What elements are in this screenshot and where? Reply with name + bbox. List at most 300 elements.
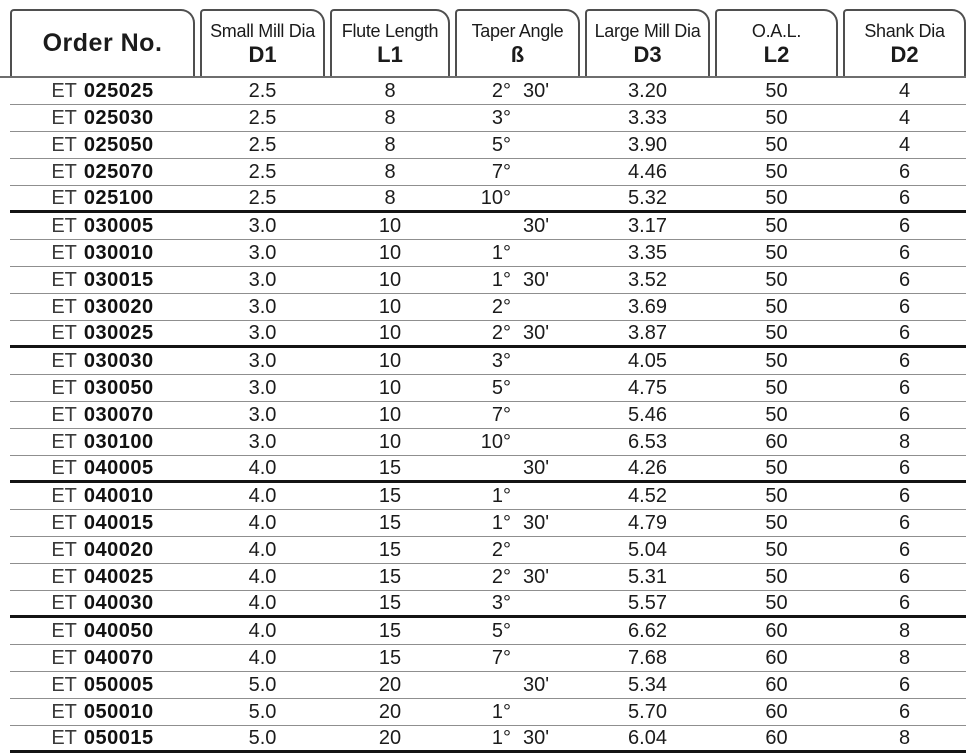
- order-no-cell: [10, 134, 195, 157]
- order-code: 040070: [83, 646, 154, 669]
- flute-length-cell: 10: [378, 241, 402, 264]
- oal-cell: 50: [765, 349, 788, 372]
- order-code: 025030: [83, 106, 154, 129]
- order-no-cell: [10, 350, 195, 373]
- large-mill-dia-cell: 5.04: [628, 538, 667, 561]
- small-mill-dia-cell: 3.0: [248, 430, 277, 453]
- order-prefix: ET: [51, 79, 77, 102]
- small-mill-dia-cell: 4.0: [248, 646, 277, 669]
- taper-degrees: 1°: [491, 241, 511, 264]
- order-code: 030015: [83, 268, 154, 291]
- large-mill-dia-cell: 4.52: [628, 484, 667, 507]
- header-large-mill-dia: [585, 9, 710, 76]
- oal-cell: 60: [765, 646, 788, 669]
- taper-degrees: 3°: [491, 106, 511, 129]
- taper-degrees: 10°: [480, 186, 511, 209]
- taper-angle-cell: [455, 457, 580, 480]
- oal-cell: 60: [765, 700, 788, 723]
- flute-length-cell: 20: [378, 700, 402, 723]
- small-mill-dia-cell: 5.0: [248, 673, 277, 696]
- order-code: 030005: [83, 214, 154, 237]
- taper-angle-cell: [455, 620, 580, 643]
- order-no-cell: [10, 404, 195, 427]
- small-mill-dia-cell: 4.0: [248, 511, 277, 534]
- order-prefix: ET: [51, 565, 77, 588]
- oal-cell: 50: [765, 511, 788, 534]
- shank-dia-cell: 6: [898, 349, 911, 372]
- large-mill-dia-cell: 6.04: [628, 726, 667, 749]
- table-row: [10, 672, 966, 699]
- taper-degrees: 2°: [491, 295, 511, 318]
- table-row: [10, 78, 966, 105]
- table-row: [10, 186, 966, 213]
- oal-cell: 50: [765, 214, 788, 237]
- taper-degrees: 1°: [491, 700, 511, 723]
- order-prefix: ET: [51, 646, 77, 669]
- order-prefix: ET: [51, 484, 77, 507]
- shank-dia-cell: 6: [898, 376, 911, 399]
- shank-dia-cell: 8: [898, 619, 911, 642]
- order-prefix: ET: [51, 186, 77, 209]
- order-prefix: ET: [51, 403, 77, 426]
- large-mill-dia-cell: 3.69: [628, 295, 667, 318]
- order-no-cell: [10, 269, 195, 292]
- taper-angle-cell: [455, 161, 580, 184]
- column-symbol: D2: [890, 41, 919, 67]
- column-label: Flute Length: [341, 20, 439, 41]
- table-header: [0, 0, 966, 78]
- shank-dia-cell: 4: [898, 106, 911, 129]
- order-no-cell: [10, 592, 195, 615]
- small-mill-dia-cell: 4.0: [248, 619, 277, 642]
- taper-degrees: 1°: [491, 484, 511, 507]
- table-row: [10, 483, 966, 510]
- small-mill-dia-cell: 4.0: [248, 565, 277, 588]
- order-no-cell: [10, 431, 195, 454]
- order-code: 040020: [83, 538, 154, 561]
- table-row: [10, 591, 966, 618]
- small-mill-dia-cell: 5.0: [248, 726, 277, 749]
- order-prefix: ET: [51, 726, 77, 749]
- column-symbol: L2: [763, 41, 790, 67]
- shank-dia-cell: 6: [898, 160, 911, 183]
- table-row: [10, 564, 966, 591]
- taper-degrees: 7°: [491, 160, 511, 183]
- table-row: [10, 618, 966, 645]
- order-prefix: ET: [51, 106, 77, 129]
- taper-minutes: 30': [523, 214, 550, 237]
- large-mill-dia-cell: 5.70: [628, 700, 667, 723]
- small-mill-dia-cell: 4.0: [248, 484, 277, 507]
- shank-dia-cell: 6: [898, 591, 911, 614]
- oal-cell: 50: [765, 186, 788, 209]
- oal-cell: 50: [765, 484, 788, 507]
- order-no-cell: [10, 485, 195, 508]
- taper-angle-cell: [455, 187, 580, 210]
- table-row: [10, 456, 966, 483]
- table-row: [10, 699, 966, 726]
- order-no-cell: [10, 457, 195, 480]
- order-code: 040015: [83, 511, 154, 534]
- order-code: 040025: [83, 565, 154, 588]
- oal-cell: 50: [765, 591, 788, 614]
- column-label: Taper Angle: [471, 20, 564, 41]
- order-code: 040010: [83, 484, 154, 507]
- large-mill-dia-cell: 4.05: [628, 349, 667, 372]
- order-prefix: ET: [51, 456, 77, 479]
- order-no-cell: [10, 242, 195, 265]
- shank-dia-cell: 6: [898, 241, 911, 264]
- large-mill-dia-cell: 7.68: [628, 646, 667, 669]
- oal-cell: 60: [765, 673, 788, 696]
- order-code: 030050: [83, 376, 154, 399]
- oal-cell: 60: [765, 619, 788, 642]
- column-symbol: ß: [510, 41, 525, 67]
- table-row: [10, 294, 966, 321]
- small-mill-dia-cell: 3.0: [248, 295, 277, 318]
- oal-cell: 60: [765, 430, 788, 453]
- taper-angle-cell: [455, 404, 580, 427]
- oal-cell: 50: [765, 241, 788, 264]
- taper-minutes: 30': [523, 511, 550, 534]
- order-no-cell: [10, 187, 195, 210]
- shank-dia-cell: 6: [898, 456, 911, 479]
- flute-length-cell: 8: [384, 79, 396, 102]
- taper-angle-cell: [455, 134, 580, 157]
- flute-length-cell: 15: [378, 565, 402, 588]
- table-row: [10, 105, 966, 132]
- order-no-cell: [10, 215, 195, 238]
- small-mill-dia-cell: 4.0: [248, 538, 277, 561]
- order-prefix: ET: [51, 268, 77, 291]
- header-shank-dia: [843, 9, 966, 76]
- shank-dia-cell: 6: [898, 538, 911, 561]
- oal-cell: 50: [765, 106, 788, 129]
- order-code: 040005: [83, 456, 154, 479]
- oal-cell: 50: [765, 538, 788, 561]
- large-mill-dia-cell: 3.33: [628, 106, 667, 129]
- small-mill-dia-cell: 2.5: [248, 133, 277, 156]
- table-row: [10, 429, 966, 456]
- order-code: 040050: [83, 619, 154, 642]
- header-small-mill-dia: [200, 9, 325, 76]
- small-mill-dia-cell: 3.0: [248, 376, 277, 399]
- large-mill-dia-cell: 3.20: [628, 79, 667, 102]
- taper-angle-cell: [455, 647, 580, 670]
- small-mill-dia-cell: 2.5: [248, 160, 277, 183]
- taper-angle-cell: [455, 431, 580, 454]
- order-prefix: ET: [51, 241, 77, 264]
- flute-length-cell: 10: [378, 268, 402, 291]
- small-mill-dia-cell: 4.0: [248, 456, 277, 479]
- small-mill-dia-cell: 3.0: [248, 403, 277, 426]
- flute-length-cell: 8: [384, 160, 396, 183]
- taper-minutes: 30': [523, 321, 550, 344]
- column-symbol: D1: [248, 41, 277, 67]
- large-mill-dia-cell: 3.35: [628, 241, 667, 264]
- table-row: [10, 159, 966, 186]
- taper-degrees: 1°: [491, 726, 511, 749]
- taper-minutes: 30': [523, 456, 550, 479]
- taper-degrees: 3°: [491, 591, 511, 614]
- oal-cell: 50: [765, 160, 788, 183]
- taper-degrees: 5°: [491, 133, 511, 156]
- taper-degrees: 10°: [480, 430, 511, 453]
- taper-minutes: 30': [523, 565, 550, 588]
- order-code: 030010: [83, 241, 154, 264]
- taper-angle-cell: [455, 215, 580, 238]
- order-no-cell: [10, 296, 195, 319]
- shank-dia-cell: 6: [898, 565, 911, 588]
- oal-cell: 50: [765, 79, 788, 102]
- large-mill-dia-cell: 5.46: [628, 403, 667, 426]
- taper-angle-cell: [455, 269, 580, 292]
- oal-cell: 50: [765, 268, 788, 291]
- order-no-cell: [10, 512, 195, 535]
- order-no-cell: [10, 566, 195, 589]
- order-code: 025050: [83, 133, 154, 156]
- large-mill-dia-cell: 3.52: [628, 268, 667, 291]
- oal-cell: 50: [765, 321, 788, 344]
- order-prefix: ET: [51, 160, 77, 183]
- shank-dia-cell: 6: [898, 268, 911, 291]
- taper-minutes: 30': [523, 726, 550, 749]
- large-mill-dia-cell: 3.90: [628, 133, 667, 156]
- column-symbol: L1: [377, 41, 403, 67]
- taper-angle-cell: [455, 377, 580, 400]
- flute-length-cell: 15: [378, 484, 402, 507]
- order-no-cell: [10, 322, 195, 345]
- order-no-cell: [10, 727, 195, 750]
- header-flute-length: [330, 9, 450, 76]
- taper-angle-cell: [455, 485, 580, 508]
- small-mill-dia-cell: 2.5: [248, 106, 277, 129]
- flute-length-cell: 10: [378, 430, 402, 453]
- order-prefix: ET: [51, 133, 77, 156]
- order-code: 025100: [83, 186, 154, 209]
- flute-length-cell: 8: [384, 186, 396, 209]
- order-prefix: ET: [51, 619, 77, 642]
- order-prefix: ET: [51, 538, 77, 561]
- large-mill-dia-cell: 4.46: [628, 160, 667, 183]
- shank-dia-cell: 6: [898, 673, 911, 696]
- small-mill-dia-cell: 3.0: [248, 349, 277, 372]
- flute-length-cell: 8: [384, 106, 396, 129]
- header-oal: [715, 9, 838, 76]
- header-order-no: [10, 9, 195, 76]
- small-mill-dia-cell: 2.5: [248, 79, 277, 102]
- order-no-cell: [10, 620, 195, 643]
- flute-length-cell: 15: [378, 591, 402, 614]
- flute-length-cell: 8: [384, 133, 396, 156]
- column-label: O.A.L.: [751, 20, 802, 41]
- large-mill-dia-cell: 3.17: [628, 214, 667, 237]
- flute-length-cell: 10: [378, 321, 402, 344]
- flute-length-cell: 15: [378, 619, 402, 642]
- taper-degrees: 2°: [491, 565, 511, 588]
- shank-dia-cell: 6: [898, 403, 911, 426]
- taper-minutes: 30': [523, 268, 550, 291]
- taper-angle-cell: [455, 296, 580, 319]
- taper-degrees: 5°: [491, 376, 511, 399]
- oal-cell: 50: [765, 456, 788, 479]
- small-mill-dia-cell: 3.0: [248, 321, 277, 344]
- order-prefix: ET: [51, 430, 77, 453]
- order-code: 040030: [83, 591, 154, 614]
- table-row: [10, 240, 966, 267]
- large-mill-dia-cell: 4.79: [628, 511, 667, 534]
- taper-degrees: 3°: [491, 349, 511, 372]
- large-mill-dia-cell: 5.34: [628, 673, 667, 696]
- small-mill-dia-cell: 3.0: [248, 214, 277, 237]
- taper-angle-cell: [455, 566, 580, 589]
- small-mill-dia-cell: 3.0: [248, 241, 277, 264]
- shank-dia-cell: 6: [898, 295, 911, 318]
- large-mill-dia-cell: 5.57: [628, 591, 667, 614]
- table-row: [10, 537, 966, 564]
- order-code: 030100: [83, 430, 154, 453]
- taper-degrees: 5°: [491, 619, 511, 642]
- taper-degrees: 2°: [491, 321, 511, 344]
- order-prefix: ET: [51, 673, 77, 696]
- shank-dia-cell: 6: [898, 700, 911, 723]
- large-mill-dia-cell: 4.26: [628, 456, 667, 479]
- shank-dia-cell: 6: [898, 511, 911, 534]
- shank-dia-cell: 4: [898, 133, 911, 156]
- order-code: 030030: [83, 349, 154, 372]
- order-code: 050005: [83, 673, 154, 696]
- large-mill-dia-cell: 4.75: [628, 376, 667, 399]
- order-code: 030025: [83, 321, 154, 344]
- large-mill-dia-cell: 6.53: [628, 430, 667, 453]
- column-label: Shank Dia: [864, 20, 945, 41]
- taper-degrees: 1°: [491, 511, 511, 534]
- flute-length-cell: 10: [378, 214, 402, 237]
- table-row: [10, 348, 966, 375]
- large-mill-dia-cell: 3.87: [628, 321, 667, 344]
- taper-degrees: 1°: [491, 268, 511, 291]
- order-prefix: ET: [51, 511, 77, 534]
- taper-angle-cell: [455, 539, 580, 562]
- taper-minutes: 30': [523, 673, 550, 696]
- oal-cell: 60: [765, 726, 788, 749]
- flute-length-cell: 15: [378, 511, 402, 534]
- table-row: [10, 213, 966, 240]
- small-mill-dia-cell: 2.5: [248, 186, 277, 209]
- taper-angle-cell: [455, 350, 580, 373]
- taper-angle-cell: [455, 727, 580, 750]
- order-no-label: Order No.: [42, 29, 163, 57]
- order-prefix: ET: [51, 376, 77, 399]
- taper-degrees: 2°: [491, 79, 511, 102]
- flute-length-cell: 15: [378, 538, 402, 561]
- order-no-cell: [10, 80, 195, 103]
- order-no-cell: [10, 674, 195, 697]
- shank-dia-cell: 6: [898, 214, 911, 237]
- order-code: 025025: [83, 79, 154, 102]
- shank-dia-cell: 8: [898, 430, 911, 453]
- table-row: [10, 510, 966, 537]
- large-mill-dia-cell: 5.31: [628, 565, 667, 588]
- table-row: [10, 402, 966, 429]
- table-row: [10, 726, 966, 753]
- table-row: [10, 267, 966, 294]
- taper-angle-cell: [455, 242, 580, 265]
- small-mill-dia-cell: 4.0: [248, 591, 277, 614]
- flute-length-cell: 10: [378, 376, 402, 399]
- flute-length-cell: 10: [378, 349, 402, 372]
- table-body: [0, 78, 971, 753]
- taper-angle-cell: [455, 322, 580, 345]
- flute-length-cell: 15: [378, 646, 402, 669]
- oal-cell: 50: [765, 403, 788, 426]
- table-row: [10, 321, 966, 348]
- small-mill-dia-cell: 5.0: [248, 700, 277, 723]
- order-prefix: ET: [51, 214, 77, 237]
- flute-length-cell: 10: [378, 295, 402, 318]
- taper-degrees: 7°: [491, 403, 511, 426]
- table-row: [10, 375, 966, 402]
- order-code: 050010: [83, 700, 154, 723]
- order-no-cell: [10, 107, 195, 130]
- taper-degrees: 7°: [491, 646, 511, 669]
- taper-angle-cell: [455, 701, 580, 724]
- order-code: 025070: [83, 160, 154, 183]
- taper-angle-cell: [455, 107, 580, 130]
- flute-length-cell: 15: [378, 456, 402, 479]
- table-row: [10, 132, 966, 159]
- shank-dia-cell: 8: [898, 726, 911, 749]
- order-prefix: ET: [51, 321, 77, 344]
- order-prefix: ET: [51, 591, 77, 614]
- order-no-cell: [10, 701, 195, 724]
- oal-cell: 50: [765, 376, 788, 399]
- order-no-cell: [10, 161, 195, 184]
- taper-angle-cell: [455, 592, 580, 615]
- large-mill-dia-cell: 5.32: [628, 186, 667, 209]
- shank-dia-cell: 8: [898, 646, 911, 669]
- taper-angle-cell: [455, 674, 580, 697]
- header-taper-angle: [455, 9, 580, 76]
- column-label: Large Mill Dia: [594, 20, 701, 41]
- order-no-cell: [10, 539, 195, 562]
- taper-degrees: 2°: [491, 538, 511, 561]
- column-label: Small Mill Dia: [210, 20, 315, 41]
- order-code: 030070: [83, 403, 154, 426]
- small-mill-dia-cell: 3.0: [248, 268, 277, 291]
- order-prefix: ET: [51, 349, 77, 372]
- order-code: 030020: [83, 295, 154, 318]
- order-code: 050015: [83, 726, 154, 749]
- oal-cell: 50: [765, 133, 788, 156]
- flute-length-cell: 10: [378, 403, 402, 426]
- shank-dia-cell: 6: [898, 321, 911, 344]
- shank-dia-cell: 4: [898, 79, 911, 102]
- flute-length-cell: 20: [378, 726, 402, 749]
- shank-dia-cell: 6: [898, 186, 911, 209]
- table-row: [10, 645, 966, 672]
- taper-minutes: 30': [523, 79, 550, 102]
- large-mill-dia-cell: 6.62: [628, 619, 667, 642]
- order-no-cell: [10, 647, 195, 670]
- shank-dia-cell: 6: [898, 484, 911, 507]
- order-prefix: ET: [51, 295, 77, 318]
- column-symbol: D3: [633, 41, 662, 67]
- flute-length-cell: 20: [378, 673, 402, 696]
- order-prefix: ET: [51, 700, 77, 723]
- taper-angle-cell: [455, 80, 580, 103]
- oal-cell: 50: [765, 565, 788, 588]
